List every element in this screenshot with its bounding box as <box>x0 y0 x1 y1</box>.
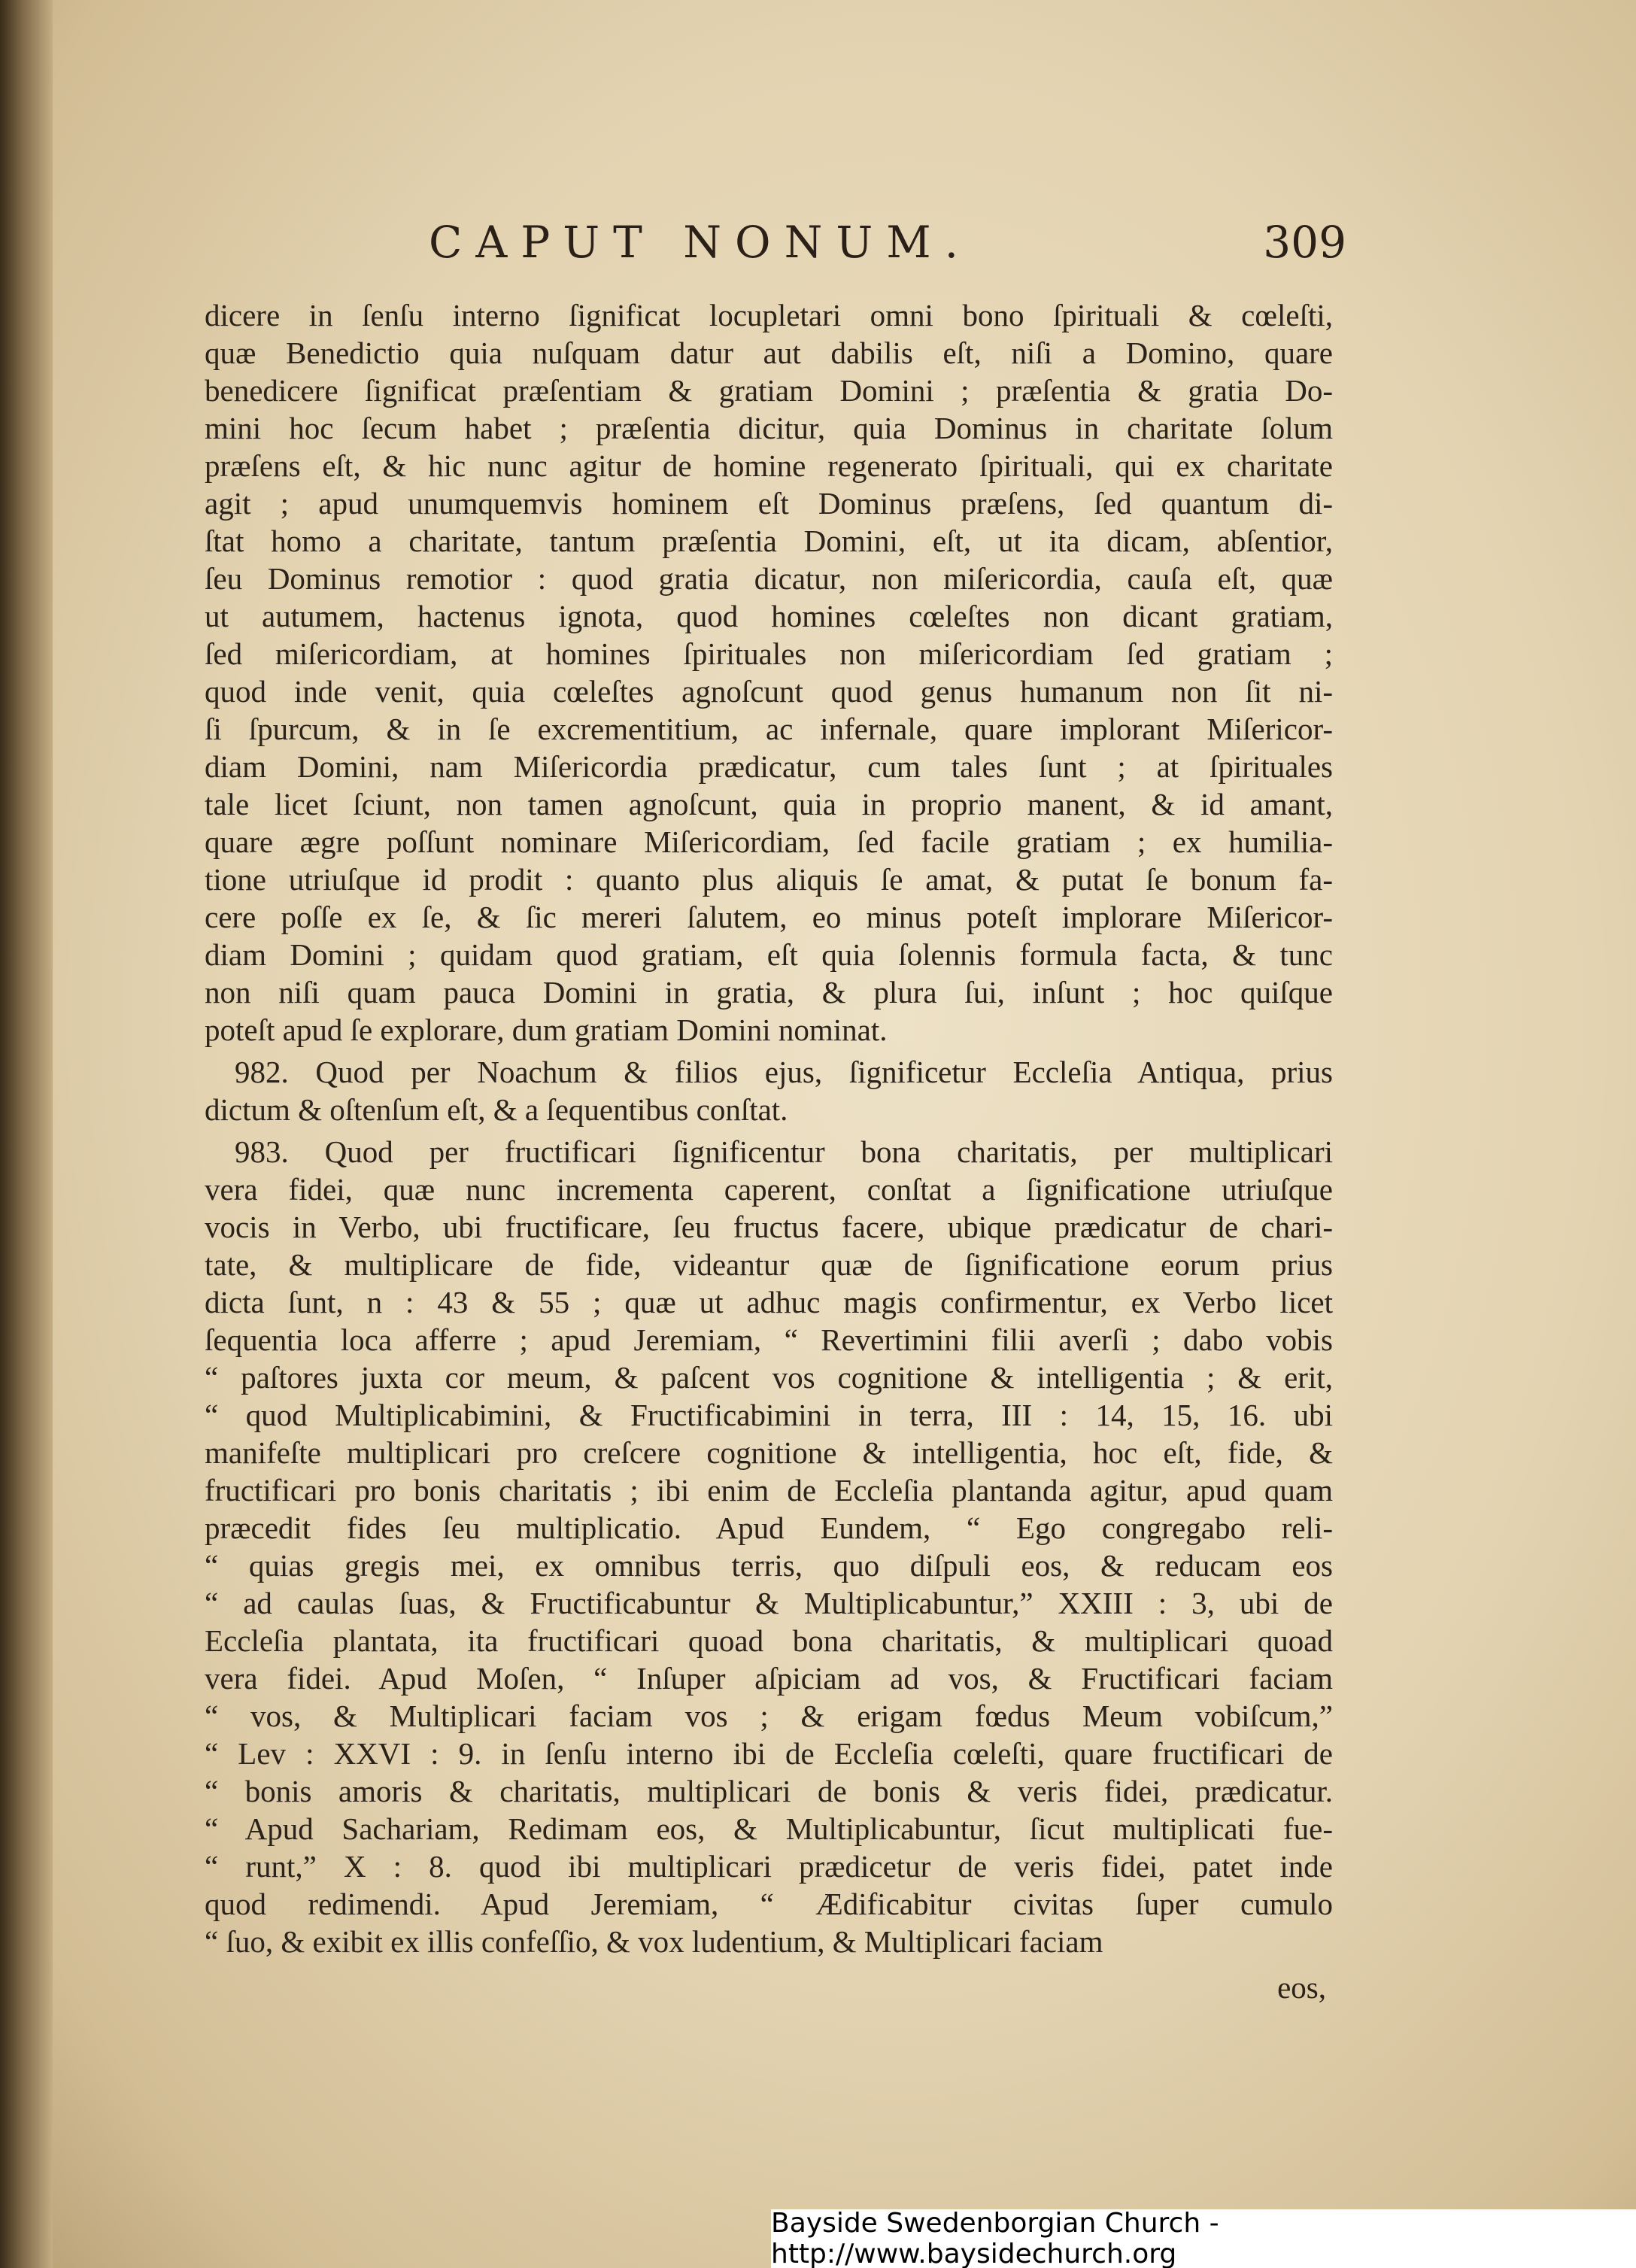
text-line: tale licet ſciunt, non tamen agnoſcunt, quia in proprio manent, & id amant, <box>205 787 1333 821</box>
page-header <box>203 217 1346 284</box>
text-line: manifeſte multiplicari pro creſcere cognitione & intelligentia, hoc eſt, fide, & <box>205 1435 1333 1470</box>
text-line: fructificari pro bonis charitatis ; ibi enim de Eccleſia plantanda agitur, apud quam <box>205 1473 1333 1507</box>
text-line: “ runt,” X : 8. quod ibi multiplicari prædicetur de veris fidei, patet inde <box>205 1849 1333 1884</box>
text-line: præſens eſt, & hic nunc agitur de homine regenerato ſpirituali, qui ex charitate <box>205 448 1333 483</box>
text-line: “ Apud Sachariam, Redimam eos, & Multiplicabuntur, ſicut multiplicati fue- <box>205 1811 1333 1846</box>
text-line: mini hoc ſecum habet ; præſentia dicitur, quia Dominus in charitate ſolum <box>205 411 1333 445</box>
text-line: ut autumem, hactenus ignota, quod homines cœleſtes non dicant gratiam, <box>205 599 1333 633</box>
text-line: quæ Benedictio quia nuſquam datur aut dabilis eſt, niſi a Domino, quare <box>205 335 1333 370</box>
text-line: ſeu Dominus remotior : quod gratia dicatur, non miſericordia, cauſa eſt, quæ <box>205 561 1333 596</box>
running-head: CAPUT NONUM. <box>429 217 973 268</box>
text-line: agit ; apud unumquemvis hominem eſt Dominus præſens, ſed quantum di- <box>205 486 1333 521</box>
text-line: vocis in Verbo, ubi fructificare, ſeu fructus facere, ubique prædicatur de chari- <box>205 1210 1333 1244</box>
text-line: tione utriuſque id prodit : quanto plus aliquis ſe amat, & putat ſe bonum fa- <box>205 862 1333 897</box>
text-line: “ quod Multiplicabimini, & Fructificabimini in terra, III : 14, 15, 16. ubi <box>205 1398 1333 1432</box>
catchword: eos, <box>1277 1970 1326 2005</box>
text-line: ſi ſpurcum, & in ſe excrementitium, ac infernale, quare implorant Miſericor- <box>205 712 1333 746</box>
text-line: 982. Quod per Noachum & filios ejus, ſignificetur Eccleſia Antiqua, prius <box>235 1055 1333 1089</box>
text-line: diam Domini ; quidam quod gratiam, eſt quia ſolennis formula facta, & tunc <box>205 937 1333 972</box>
text-line: quare ægre poſſunt nominare Miſericordiam, ſed facile gratiam ; ex humilia- <box>205 824 1333 859</box>
text-line: quod inde venit, quia cœleſtes agnoſcunt quod genus humanum non ſit ni- <box>205 674 1333 709</box>
text-line: poteſt apud ſe explorare, dum gratiam Domini nominat. <box>205 1013 888 1047</box>
text-line: dictum & oſtenſum eſt, & a ſequentibus conſtat. <box>205 1092 788 1127</box>
text-line: “ vos, & Multiplicari faciam vos ; & erigam fœdus Meum vobiſcum,” <box>205 1699 1333 1733</box>
text-line: “ bonis amoris & charitatis, multiplicari de bonis & veris fidei, prædicatur. <box>205 1774 1333 1808</box>
text-line: “ paſtores juxta cor meum, & paſcent vos cognitione & intelligentia ; & erit, <box>205 1360 1333 1395</box>
text-line: “ quias gregis mei, ex omnibus terris, quo diſpuli eos, & reducam eos <box>205 1548 1333 1583</box>
text-line: præcedit fides ſeu multiplicatio. Apud Eundem, “ Ego congregabo reli- <box>205 1510 1333 1545</box>
text-line: “ Lev : XXVI : 9. in ſenſu interno ibi de Eccleſia cœleſti, quare fructificari de <box>205 1736 1333 1771</box>
text-line: “ ſuo, & exibit ex illis confeſſio, & vox ludentium, & Multiplicari faciam <box>205 1924 1103 1959</box>
text-line: tate, & multiplicare de fide, videantur quæ de ſignificatione eorum prius <box>205 1247 1333 1282</box>
text-line: cere poſſe ex ſe, & ſic mereri ſalutem, eo minus poteſt implorare Miſericor- <box>205 900 1333 934</box>
text-line: 983. Quod per fructificari ſignificentur bona charitatis, per multiplicari <box>235 1134 1333 1169</box>
text-line: benedicere ſignificat præſentiam & gratiam Domini ; præſentia & gratia Do- <box>205 373 1333 408</box>
text-line: Eccleſia plantata, ita fructificari quoad bona charitatis, & multiplicari quoad <box>205 1623 1333 1658</box>
text-line: vera fidei, quæ nunc incrementa caperent, conſtat a ſignificatione utriuſque <box>205 1172 1333 1207</box>
text-line: ſed miſericordiam, at homines ſpirituales non miſericordiam ſed gratiam ; <box>205 636 1333 671</box>
text-line: ſequentia loca afferre ; apud Jeremiam, “ Revertimini filii averſi ; dabo vobis <box>205 1322 1333 1357</box>
text-line: dicere in ſenſu interno ſignificat locupletari omni bono ſpirituali & cœleſti, <box>205 298 1333 332</box>
text-line: ſtat homo a charitate, tantum præſentia Domini, eſt, ut ita dicam, abſentior, <box>205 524 1333 558</box>
text-line: dicta ſunt, n : 43 & 55 ; quæ ut adhuc magis confirmentur, ex Verbo licet <box>205 1285 1333 1319</box>
text-line: “ ad caulas ſuas, & Fructificabuntur & Multiplicabuntur,” XXIII : 3, ubi de <box>205 1586 1333 1620</box>
paragraph-continuation <box>205 296 1333 1049</box>
paragraph-983 <box>205 1133 1333 1960</box>
text-line: vera fidei. Apud Moſen, “ Inſuper aſpiciam ad vos, & Fructificari faciam <box>205 1661 1333 1696</box>
text-line: quod redimendi. Apud Jeremiam, “ Ædificabitur civitas ſuper cumulo <box>205 1887 1333 1921</box>
footer-credit-text: Bayside Swedenborgian Church - http://www.baysidechurch.org <box>771 2208 1219 2268</box>
body-text <box>205 296 1333 1965</box>
text-line: non niſi quam pauca Domini in gratia, & plura ſui, inſunt ; hoc quiſque <box>205 975 1333 1010</box>
page-gutter-shadow <box>0 0 53 2268</box>
watermark-footer <box>771 2209 1636 2268</box>
paragraph-982 <box>205 1053 1333 1128</box>
page-number: 309 <box>1263 217 1346 268</box>
text-line: diam Domini, nam Miſericordia prædicatur, cum tales ſunt ; at ſpirituales <box>205 749 1333 784</box>
